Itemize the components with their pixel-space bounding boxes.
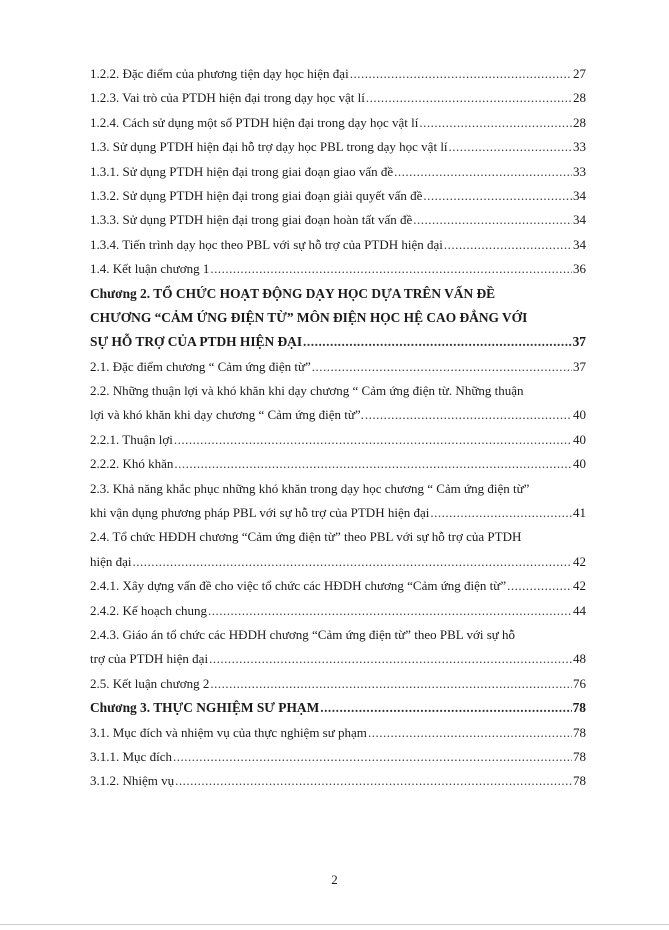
toc-entry-page: 48 [573, 651, 586, 667]
toc-entry [90, 111, 586, 135]
toc-entry-title: 2.2.1. Thuận lợi [90, 431, 173, 447]
toc-dot-leader [368, 721, 572, 745]
toc-entry-title: 2.3. Khả năng khắc phục những khó khăn trong dạy học chương “ Cảm ứng điện từ” [90, 480, 530, 496]
toc-entry-title: 1.3.4. Tiến trình dạy học theo PBL với sự hỗ trợ của PTDH hiện đại [90, 236, 443, 252]
toc-entry [90, 477, 586, 501]
toc-entry [90, 184, 586, 208]
toc-entry [90, 623, 586, 647]
toc-entry-page: 41 [573, 505, 586, 521]
toc-dot-leader [423, 184, 572, 208]
toc-entry-title: 1.3.1. Sử dụng PTDH hiện đại trong giai đoạn giao vấn đề [90, 163, 394, 179]
toc-entry [90, 233, 586, 257]
toc-entry-page: 42 [573, 553, 586, 569]
toc-dot-leader [419, 111, 572, 135]
toc-entry [90, 745, 586, 769]
toc-dot-leader [507, 574, 572, 598]
toc-entry-title: 1.3. Sử dụng PTDH hiện đại hỗ trợ dạy học PBL trong dạy học vật lí [90, 139, 448, 155]
toc-entry [90, 501, 586, 525]
toc-entry [90, 355, 586, 379]
toc-entry-title: lợi và khó khăn khi dạy chương “ Cảm ứng điện từ”. [90, 407, 364, 423]
toc-entry-page: 28 [573, 90, 586, 106]
toc-entry [90, 160, 586, 184]
toc-entry-title: 2.4.2. Kế hoạch chung [90, 602, 207, 618]
toc-entry [90, 574, 586, 598]
toc-entry [90, 647, 586, 671]
toc-entry-title: 2.2.2. Khó khăn [90, 456, 174, 472]
toc-entry [90, 525, 586, 549]
page-number: 2 [331, 872, 338, 887]
toc-entry [90, 403, 586, 427]
toc-entry-title: 2.5. Kết luận chương 2 [90, 675, 210, 691]
toc-entry-page: 34 [573, 187, 586, 203]
toc-dot-leader [430, 501, 572, 525]
toc-entry [90, 672, 586, 696]
page-edge-divider [0, 924, 669, 925]
toc-entry-page: 78 [572, 700, 586, 716]
toc-dot-leader [350, 62, 572, 86]
toc-entry-page: 34 [573, 236, 586, 252]
toc-entry [90, 86, 586, 110]
toc-entry-page: 34 [573, 212, 586, 228]
toc-entry [90, 282, 586, 306]
toc-dot-leader [175, 769, 572, 793]
toc-entry [90, 257, 586, 281]
toc-entry-page: 40 [573, 407, 586, 423]
toc-dot-leader [174, 428, 572, 452]
toc-entry-title: trợ của PTDH hiện đại [90, 651, 209, 667]
toc-entry-page: 40 [573, 431, 586, 447]
toc-entry [90, 208, 586, 232]
toc-entry-page: 27 [573, 66, 586, 81]
toc-dot-leader [366, 86, 572, 110]
toc-entry [90, 428, 586, 452]
toc-dot-leader [210, 257, 572, 281]
toc-entry [90, 696, 586, 720]
toc-entry [90, 135, 586, 159]
toc-dot-leader [365, 403, 572, 427]
toc-entry-title: SỰ HỖ TRỢ CỦA PTDH HIỆN ĐẠI [90, 334, 303, 350]
toc-dot-leader [413, 208, 572, 232]
toc-entry-page: 33 [573, 163, 586, 179]
toc-dot-leader [320, 696, 571, 720]
toc-entry [90, 452, 586, 476]
toc-entry-title: khi vận dụng phương pháp PBL với sự hỗ trợ của PTDH hiện đại [90, 505, 430, 521]
toc-dot-leader [173, 745, 572, 769]
toc-entry-title: 1.2.4. Cách sử dụng một số PTDH hiện đại trong dạy học vật lí [90, 114, 419, 130]
toc-entry-title: 1.2.2. Đặc điểm của phương tiện dạy học hiện đại [90, 66, 349, 81]
toc-dot-leader [174, 452, 572, 476]
toc-entry [90, 306, 586, 330]
toc-entry-page: 78 [573, 724, 586, 740]
toc-dot-leader [303, 330, 572, 354]
toc-entry-page: 42 [573, 578, 586, 594]
toc-entry-title: 3.1.1. Mục đích [90, 748, 172, 764]
toc-entry-page: 78 [573, 773, 586, 789]
toc-entry-title: 2.2. Những thuận lợi và khó khăn khi dạy chương “ Cảm ứng điện từ. Những thuận [90, 383, 524, 399]
table-of-contents [90, 62, 586, 794]
toc-entry-page: 33 [573, 139, 586, 155]
toc-dot-leader [208, 599, 572, 623]
toc-entry [90, 330, 586, 354]
toc-entry-title: 1.2.3. Vai trò của PTDH hiện đại trong dạy học vật lí [90, 90, 365, 106]
toc-entry [90, 599, 586, 623]
toc-entry-page: 40 [573, 456, 586, 472]
toc-entry-page: 76 [573, 675, 586, 691]
toc-entry [90, 62, 586, 86]
toc-entry [90, 721, 586, 745]
toc-dot-leader [449, 135, 572, 159]
toc-entry [90, 769, 586, 793]
toc-entry-title: 1.3.3. Sử dụng PTDH hiện đại trong giai đoạn hoàn tất vấn đề [90, 212, 413, 228]
toc-dot-leader [394, 160, 572, 184]
toc-entry-page: 37 [572, 334, 586, 350]
toc-dot-leader [444, 233, 572, 257]
toc-entry-page: 36 [573, 261, 586, 277]
toc-entry-title: 3.1.2. Nhiệm vụ [90, 773, 175, 789]
toc-entry-title: Chương 2. TỔ CHỨC HOẠT ĐỘNG DẠY HỌC DỰA TRÊN VẤN ĐỀ [90, 285, 496, 301]
toc-entry-title: 3.1. Mục đích và nhiệm vụ của thực nghiệm sư phạm [90, 724, 367, 740]
toc-entry-title: 2.1. Đặc điểm chương “ Cảm ứng điện từ” [90, 358, 311, 374]
toc-entry-title: hiện đại [90, 553, 132, 569]
toc-dot-leader [210, 672, 572, 696]
toc-entry-title: Chương 3. THỰC NGHIỆM SƯ PHẠM [90, 700, 320, 716]
toc-entry-title: 2.4.1. Xây dựng vấn đề cho việc tổ chức các HĐDH chương “Cảm ứng điện từ” [90, 578, 507, 594]
toc-entry [90, 550, 586, 574]
toc-entry-title: 2.4. Tổ chức HĐDH chương “Cảm ứng điện từ” theo PBL với sự hỗ trợ của PTDH [90, 529, 522, 545]
toc-entry-page: 28 [573, 114, 586, 130]
toc-dot-leader [312, 355, 572, 379]
toc-dot-leader [209, 647, 572, 671]
toc-entry-page: 44 [573, 602, 586, 618]
toc-entry-page: 37 [573, 358, 586, 374]
toc-entry-title: 1.3.2. Sử dụng PTDH hiện đại trong giai đoạn giải quyết vấn đề [90, 187, 423, 203]
toc-entry-title: CHƯƠNG “CẢM ỨNG ĐIỆN TỪ” MÔN ĐIỆN HỌC HỆ CAO ĐẲNG VỚI [90, 309, 528, 325]
toc-entry-title: 2.4.3. Giáo án tổ chức các HĐDH chương “Cảm ứng điện từ” theo PBL với sự hỗ [90, 626, 516, 642]
toc-dot-leader [133, 550, 572, 574]
toc-entry-page: 78 [573, 748, 586, 764]
toc-entry [90, 379, 586, 403]
toc-entry-title: 1.4. Kết luận chương 1 [90, 261, 210, 277]
